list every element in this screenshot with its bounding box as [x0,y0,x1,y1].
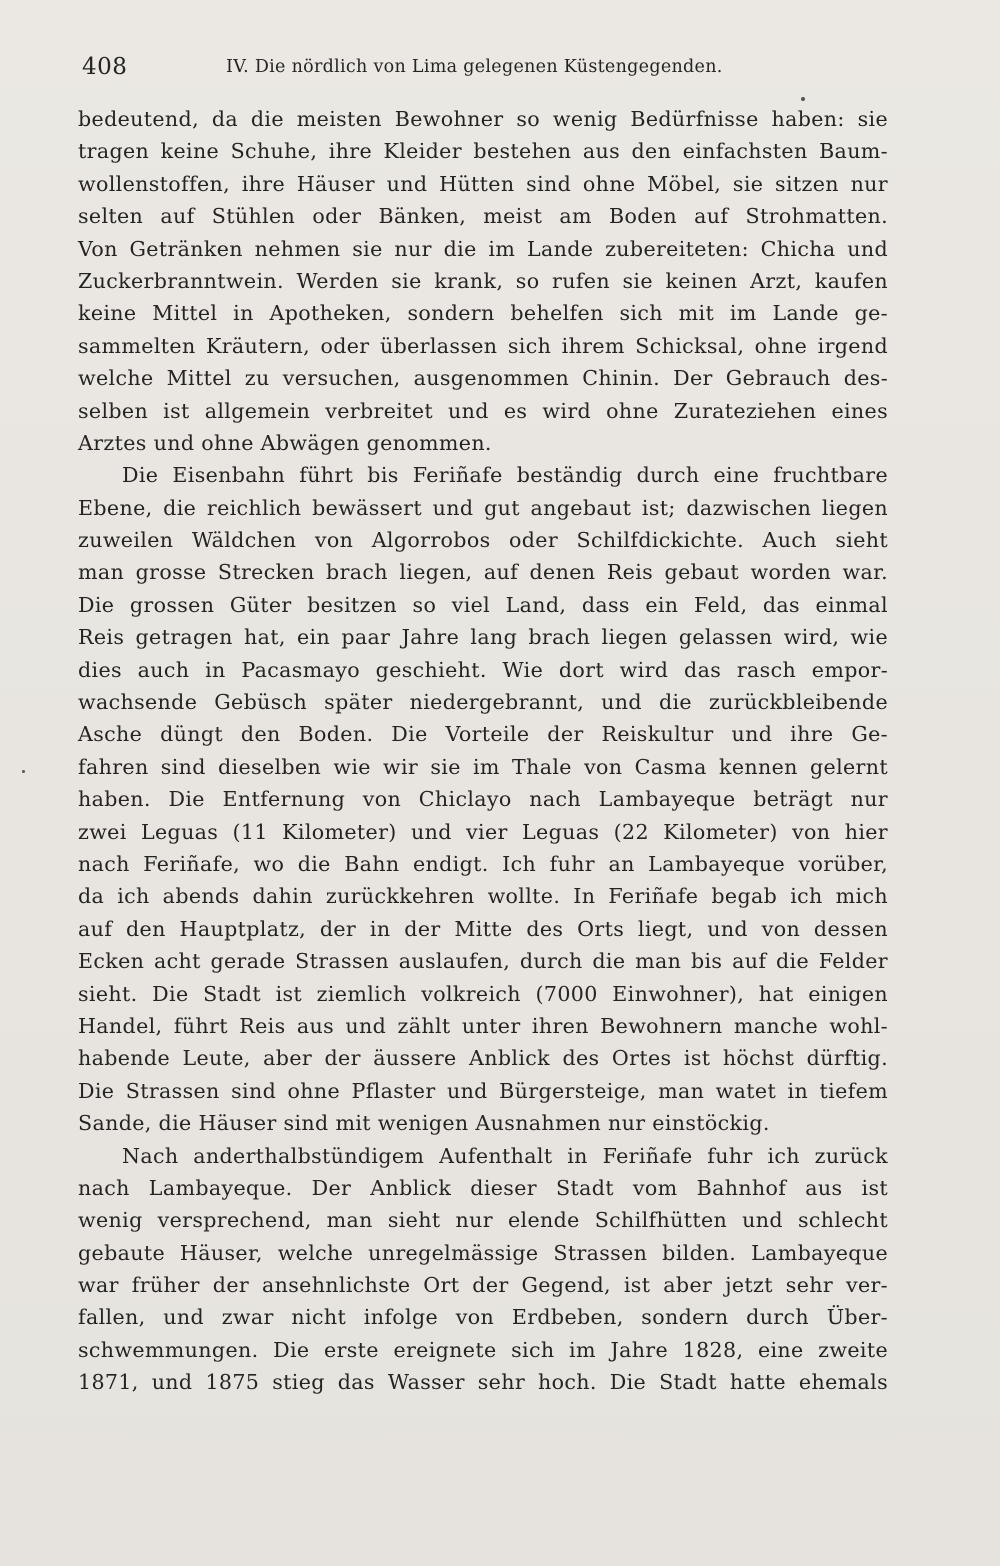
running-head: IV. Die nördlich von Lima gelegenen Küstengegenden. [226,57,723,77]
text-line: Die Eisenbahn führt bis Feriñafe beständig durch eine fruchtbare [122,463,888,488]
text-line: wollenstoffen, ihre Häuser und Hütten sind ohne Möbel, sie sitzen nur [78,171,888,196]
text-line: nach Lambayeque. Der Anblick dieser Stadt vom Bahnhof aus ist [78,1175,888,1200]
text-line: sieht. Die Stadt ist ziemlich volkreich (7000 Einwohner), hat einigen [78,981,888,1006]
page-number: 408 [82,54,128,80]
text-line: dies auch in Pacasmayo geschieht. Wie dort wird das rasch empor- [78,657,888,682]
text-line: Nach anderthalbstündigem Aufenthalt in Feriñafe fuhr ich zurück [122,1143,888,1168]
text-line: Die grossen Güter besitzen so viel Land, dass ein Feld, das einmal [78,592,888,617]
page-header [82,54,902,86]
text-line: war früher der ansehnlichste Ort der Gegend, ist aber jetzt sehr ver- [78,1273,888,1298]
text-line: fahren sind dieselben wie wir sie im Thale von Casma kennen gelernt [78,754,888,779]
text-line: nach Feriñafe, wo die Bahn endigt. Ich fuhr an Lambayeque vorüber, [78,851,888,876]
text-line: Von Getränken nehmen sie nur die im Lande zubereiteten: Chicha und [78,236,888,261]
text-line: auf den Hauptplatz, der in der Mitte des Orts liegt, und von dessen [78,916,888,941]
text-line: sammelten Kräutern, oder überlassen sich ihrem Schicksal, ohne irgend [78,333,888,358]
text-line: keine Mittel in Apotheken, sondern behelfen sich mit im Lande ge- [78,301,888,326]
text-line: Arztes und ohne Abwägen genommen. [78,430,492,455]
print-speck [22,770,25,773]
text-line: man grosse Strecken brach liegen, auf denen Reis gebaut worden war. [78,560,888,585]
text-line: Die Strassen sind ohne Pflaster und Bürgersteige, man watet in tiefem [78,1078,888,1103]
text-line: Ecken acht gerade Strassen auslaufen, durch die man bis auf die Felder [78,949,888,974]
text-line: gebaute Häuser, welche unregelmässige Strassen bilden. Lambayeque [78,1240,888,1265]
text-line: wachsende Gebüsch später niedergebrannt, und die zurückbleibende [78,690,888,715]
text-line: Asche düngt den Boden. Die Vorteile der Reiskultur und ihre Ge- [78,722,888,747]
text-line: selben ist allgemein verbreitet und es wird ohne Zurateziehen eines [78,398,888,423]
text-line: 1871, und 1875 stieg das Wasser sehr hoch. Die Stadt hatte ehemals [78,1370,888,1395]
text-line: fallen, und zwar nicht infolge von Erdbeben, sondern durch Über- [78,1305,888,1330]
text-line: tragen keine Schuhe, ihre Kleider bestehen aus den einfachsten Baum- [78,139,888,164]
print-speck [801,97,805,101]
text-line: Ebene, die reichlich bewässert und gut angebaut ist; dazwischen liegen [78,495,888,520]
text-line: habende Leute, aber der äussere Anblick des Ortes ist höchst dürftig. [78,1046,888,1071]
text-line: selten auf Stühlen oder Bänken, meist am Boden auf Strohmatten. [78,204,888,229]
text-line: Zuckerbranntwein. Werden sie krank, so rufen sie keinen Arzt, kaufen [78,268,888,293]
text-line: da ich abends dahin zurückkehren wollte. In Feriñafe begab ich mich [78,884,888,909]
text-line: zwei Leguas (11 Kilometer) und vier Leguas (22 Kilometer) von hier [78,819,888,844]
text-line: Reis getragen hat, ein paar Jahre lang brach liegen gelassen wird, wie [78,625,888,650]
text-line: Sande, die Häuser sind mit wenigen Ausnahmen nur einstöckig. [78,1111,770,1136]
text-line: zuweilen Wäldchen von Algorrobos oder Schilfdickichte. Auch sieht [78,528,888,553]
text-line: Handel, führt Reis aus und zählt unter ihren Bewohnern manche wohl- [78,1013,888,1038]
text-line: haben. Die Entfernung von Chiclayo nach Lambayeque beträgt nur [78,787,888,812]
text-line: bedeutend, da die meisten Bewohner so wenig Bedürfnisse haben: sie [78,107,888,131]
text-line: schwemmungen. Die erste ereignete sich im Jahre 1828, eine zweite [78,1337,888,1362]
text-line: welche Mittel zu versuchen, ausgenommen Chinin. Der Gebrauch des- [78,366,888,391]
text-line: wenig versprechend, man sieht nur elende Schilfhütten und schlecht [78,1208,888,1233]
body-text [78,103,888,1399]
